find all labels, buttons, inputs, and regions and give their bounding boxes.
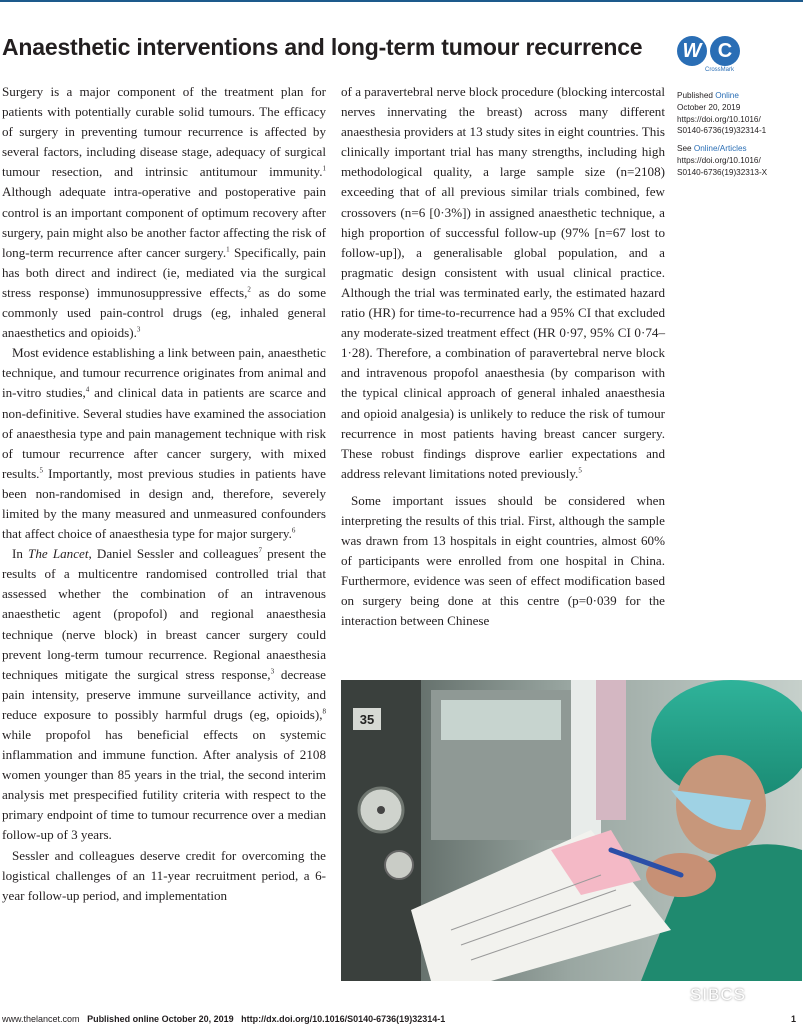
monitor-screen [441,700,561,740]
doi-link-line-2[interactable]: S0140-6736(19)32314-1 [677,126,767,136]
journal-name: The Lancet [28,546,89,562]
logo-group [677,36,777,76]
reference-marker[interactable]: 1 [322,165,326,174]
published-block [677,90,801,137]
paragraph: In The Lancet, Daniel Sessler and colleagues$^7$ present the results of a multicentre randomised controlled trial that assessed whether the combination of an intravenous anaesthetic agent (propofol) and regional anaesthesia technique (nerve block) in breast cancer surgery could prevent long-term tumour recurrence. Regional anaesthesia techniques mitigate the surgical stress response,$^3$ decrease pain intensity, preserve immune surveillance activity, and reduce exposure to possibly harmful drugs (eg, opioids),$^8$ while propofol has beneficial effects on systemic inflammation and immune function. After analysis of 2108 women younger than 85 years in the trial, the second interim analysis met prespecified futility criteria with respect to the primary endpoint of time to tumour recurrence over a median follow-up of 3 years. [2,546,327,843]
pink-curtain [596,680,626,820]
flow-knob-icon [385,851,413,879]
watermark: SIBCS [690,985,747,1004]
paragraph: of a paravertebral nerve block procedure (blocking intercostal nerves innervating the breast) across many different anaesthesia providers at 13 study sites in eight countries. This clinically important trial has many strengths, including high methodological quality, a large sample size (n=2108) exceeding that of all previous similar trials combined, few crossovers (n=6 [0·3%]) in assigned anaesthetic technique, a high proportion of successful follow-up (97% [n=67 lost to follow-up]), a generalisable global population, and a pragmatic design consistent with usual clinical practice. Although the trial was terminated early, the estimated hazard ratio (HR) for time-to-recurrence had a 95% CI that excluded any moderate-sized treatment effect (HR 0·97, 95% CI 0·74–1·28). Therefore, a combination of paravertebral nerve block and intravenous propofol anaesthesia (by comparison with the typical clinical approach of general inhaled anaesthesia and opioid analgesia) is unlikely to reduce the risk of tumour recurrence in most patients having breast cancer surgery. These robust findings disprove earlier expectations and address relevant limitations noted previously.$^5$ [341,84,665,481]
reference-marker[interactable]: 8 [322,707,326,716]
reference-marker[interactable]: 3 [270,667,275,676]
see-online-articles-link[interactable]: Online/Articles [693,144,747,154]
footer-doi[interactable]: http://dx.doi.org/10.1016/S0140-6736(19)32314-1 [241,1014,446,1024]
reference-marker[interactable]: 6 [291,526,296,535]
paragraph: Most evidence establishing a link between pain, anaesthetic technique, and tumour recurrence originates from animal and in-vitro studies,$^4$ and clinical data in patients are scarce and non-definitive. Several studies have examined the association of anaesthesia type and pain management technique with risk of tumour recurrence after cancer surgery, with mixed results.$^5$ Importantly, most previous studies in patients have been non-randomised in design and, therefore, severely limited by the many measured and unmeasured confounders that affect choice of anaesthesia type for major surgery.$^6$ [2,345,326,542]
top-rule [0,0,803,2]
footer-site[interactable]: www.thelancet.com [2,1014,80,1024]
publication-sidebar [677,90,801,185]
published-online-link[interactable]: Online [715,91,739,100]
paragraph: Sessler and colleagues deserve credit for overcoming the logistical challenges of an 11-year recruitment period, a 6-year follow-up period, and implementation [2,847,326,903]
machine-label-35: 35 [359,712,375,727]
reference-marker[interactable]: 5 [578,466,582,475]
photo-illustration [341,680,802,981]
gauge-center [377,806,385,814]
paragraph: Some important issues should be considered when interpreting the results of this trial. First, although the sample was drawn from 13 hospitals in eight countries, almost 60% of participants were enrolled from one hospital in China. Furthermore, evidence was seen of effect modification based on surgery being done at this centre (p=0·039 for the interaction between Chinese [341,492,665,629]
page-number: 1 [790,1014,796,1024]
crossmark-icon[interactable]: C [710,36,740,66]
see-also-block [677,143,801,178]
paragraph: Surgery is a major component of the treatment plan for patients with potentially curable solid tumours. The efficacy of surgery in preventing tumour recurrence is affected by several factors, including disease stage, adequacy of surgical tumour resection, and intrinsic antitumour immunity.$^1$ Although adequate intra-operative and postoperative pain control is an important component of optimum recovery after surgery, pain might also be another factor affecting the risk of long-term recurrence after cancer surgery.$^1$ Specifically, pain has both direct and indirect (ie, mediated via the surgical stress response) immunosuppressive effects,$^2$ as do some commonly used pain-control drugs (eg, inhaled general anaesthetics and opioids).$^3$ [2,84,326,341]
reference-marker[interactable]: 7 [258,546,262,555]
crossmark-label: CrossMark [705,67,735,73]
reference-marker[interactable]: 2 [247,285,251,294]
article-title: Anaesthetic interventions and long-term tumour recurrence [2,34,643,60]
see-label: See [677,144,694,154]
text-column-right [341,82,665,632]
reference-marker[interactable]: 5 [39,466,43,475]
reference-marker[interactable]: 4 [85,386,90,395]
published-date: October 20, 2019 [677,102,741,112]
see-doi-line-1[interactable]: https://doi.org/10.1016/ [677,155,761,165]
footer-published: Published online October 20, 2019 [87,1014,234,1024]
lancet-w-logo-icon[interactable]: W [677,36,707,66]
text-column-left [2,82,326,906]
reference-marker[interactable]: 3 [136,325,141,334]
doi-link-line-1[interactable]: https://doi.org/10.1016/ [677,114,761,124]
anaesthetist-photo [341,680,802,981]
reference-marker[interactable]: 1 [226,245,230,254]
see-doi-line-2[interactable]: S0140-6736(19)32313-X [677,167,768,177]
published-label: Published [677,91,716,100]
